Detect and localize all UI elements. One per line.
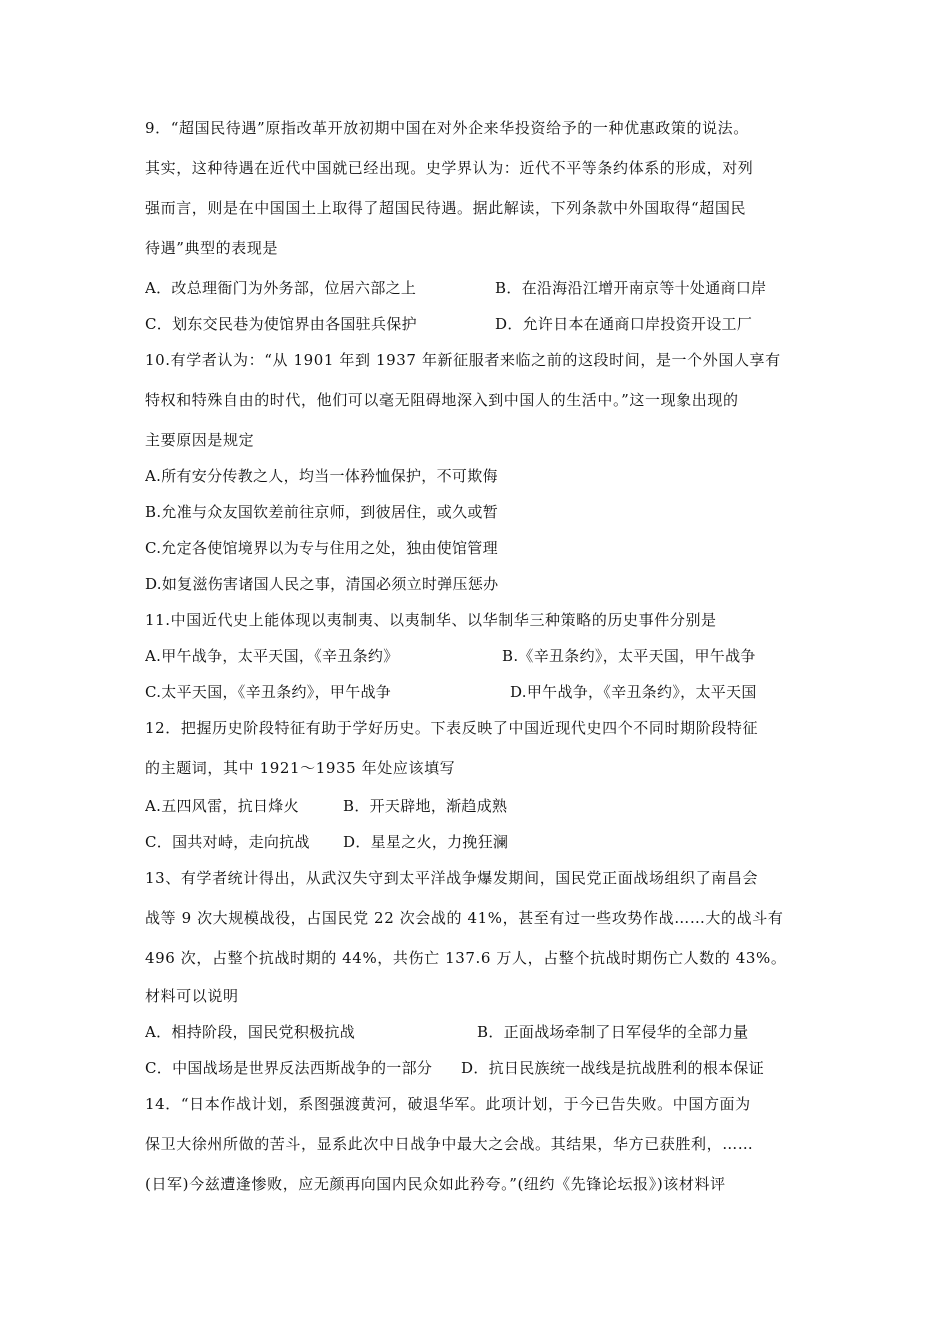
question-13-option-d: D．抗日民族统一战线是抗战胜利的根本保证 [461,1059,765,1077]
question-9-line-4: 待遇”典型的表现是 [145,239,279,257]
question-10-line-3: 主要原因是规定 [145,431,255,449]
question-10-line-2: 特权和特殊自由的时代，他们可以毫无阻碍地深入到中国人的生活中。”这一现象出现的 [145,391,739,409]
question-9-line-3: 强而言，则是在中国国土上取得了超国民待遇。据此解读，下列条款中外国取得“超国民 [145,199,747,217]
question-11-option-c: C.太平天国，《辛丑条约》，甲午战争 [145,683,392,701]
question-9-option-c: C．划东交民巷为使馆界由各国驻兵保护 [145,315,417,333]
question-13-line-2: 战等 9 次大规模战役，占国民党 22 次会战的 41%，甚至有过一些攻势作战……大的战斗有 [145,909,784,927]
question-12-option-c: C．国共对峙，走向抗战 [145,833,310,851]
question-10-option-d: D.如复滋伤害诸国人民之事，清国必须立时弹压惩办 [145,575,499,593]
question-10-option-b: B.允准与众友国钦差前往京师，到彼居住，或久或暂 [145,503,498,521]
question-13-option-c: C．中国战场是世界反法西斯战争的一部分 [145,1059,433,1077]
question-13-line-4: 材料可以说明 [145,987,239,1005]
question-9-line-1: 9．“超国民待遇”原指改革开放初期中国在对外企来华投资给予的一种优惠政策的说法。 [145,119,749,137]
question-10-line-1: 10.有学者认为：“从 1901 年到 1937 年新征服者来临之前的这段时间，是一个外国人享有 [145,351,781,369]
question-13-line-1: 13、有学者统计得出，从武汉失守到太平洋战争爆发期间，国民党正面战场组织了南昌会 [145,869,759,887]
question-9-option-d: D．允许日本在通商口岸投资开设工厂 [495,315,753,333]
question-10-option-c: C.允定各使馆境界以为专与住用之处，独由使馆管理 [145,539,498,557]
question-13-option-a: A．相持阶段，国民党积极抗战 [145,1023,356,1041]
question-12-option-b: B．开天辟地，渐趋成熟 [343,797,508,815]
question-10-option-a: A.所有安分传教之人，均当一体矜恤保护，不可欺侮 [145,467,498,485]
question-13-line-3: 496 次，占整个抗战时期的 44%，共伤亡 137.6 万人，占整个抗战时期伤亡人数的 43%。 [145,949,787,967]
question-12-option-a: A.五四风雷，抗日烽火 [145,797,299,815]
question-11-option-d: D.甲午战争，《辛丑条约》，太平天国 [510,683,757,701]
question-13-option-b: B．正面战场牵制了日军侵华的全部力量 [477,1023,749,1041]
question-11-option-b: B.《辛丑条约》，太平天国，甲午战争 [502,647,756,665]
question-11-option-a: A.甲午战争，太平天国，《辛丑条约》 [145,647,399,665]
question-12-line-2: 的主题词，其中 1921～1935 年处应该填写 [145,759,456,777]
question-14-line-3: (日军)今兹遭逢惨败，应无颜再向国内民众如此矜夸。”(纽约《先锋论坛报》)该材料评 [145,1175,726,1193]
question-12-line-1: 12．把握历史阶段特征有助于学好历史。下表反映了中国近现代史四个不同时期阶段特征 [145,719,759,737]
question-14-line-2: 保卫大徐州所做的苦斗，显系此次中日战争中最大之会战。其结果，华方已获胜利，…… [145,1135,754,1153]
question-11-line-1: 11.中国近代史上能体现以夷制夷、以夷制华、以华制华三种策略的历史事件分别是 [145,611,717,629]
question-12-option-d: D．星星之火，力挽狂澜 [343,833,509,851]
question-9-option-b: B．在沿海沿江增开南京等十处通商口岸 [495,279,767,297]
question-9-line-2: 其实，这种待遇在近代中国就已经出现。史学界认为：近代不平等条约体系的形成，对列 [145,159,754,177]
question-9-option-a: A．改总理衙门为外务部，位居六部之上 [145,279,417,297]
question-14-line-1: 14．“日本作战计划，系图强渡黄河，破退华军。此项计划，于今已告失败。中国方面为 [145,1095,751,1113]
